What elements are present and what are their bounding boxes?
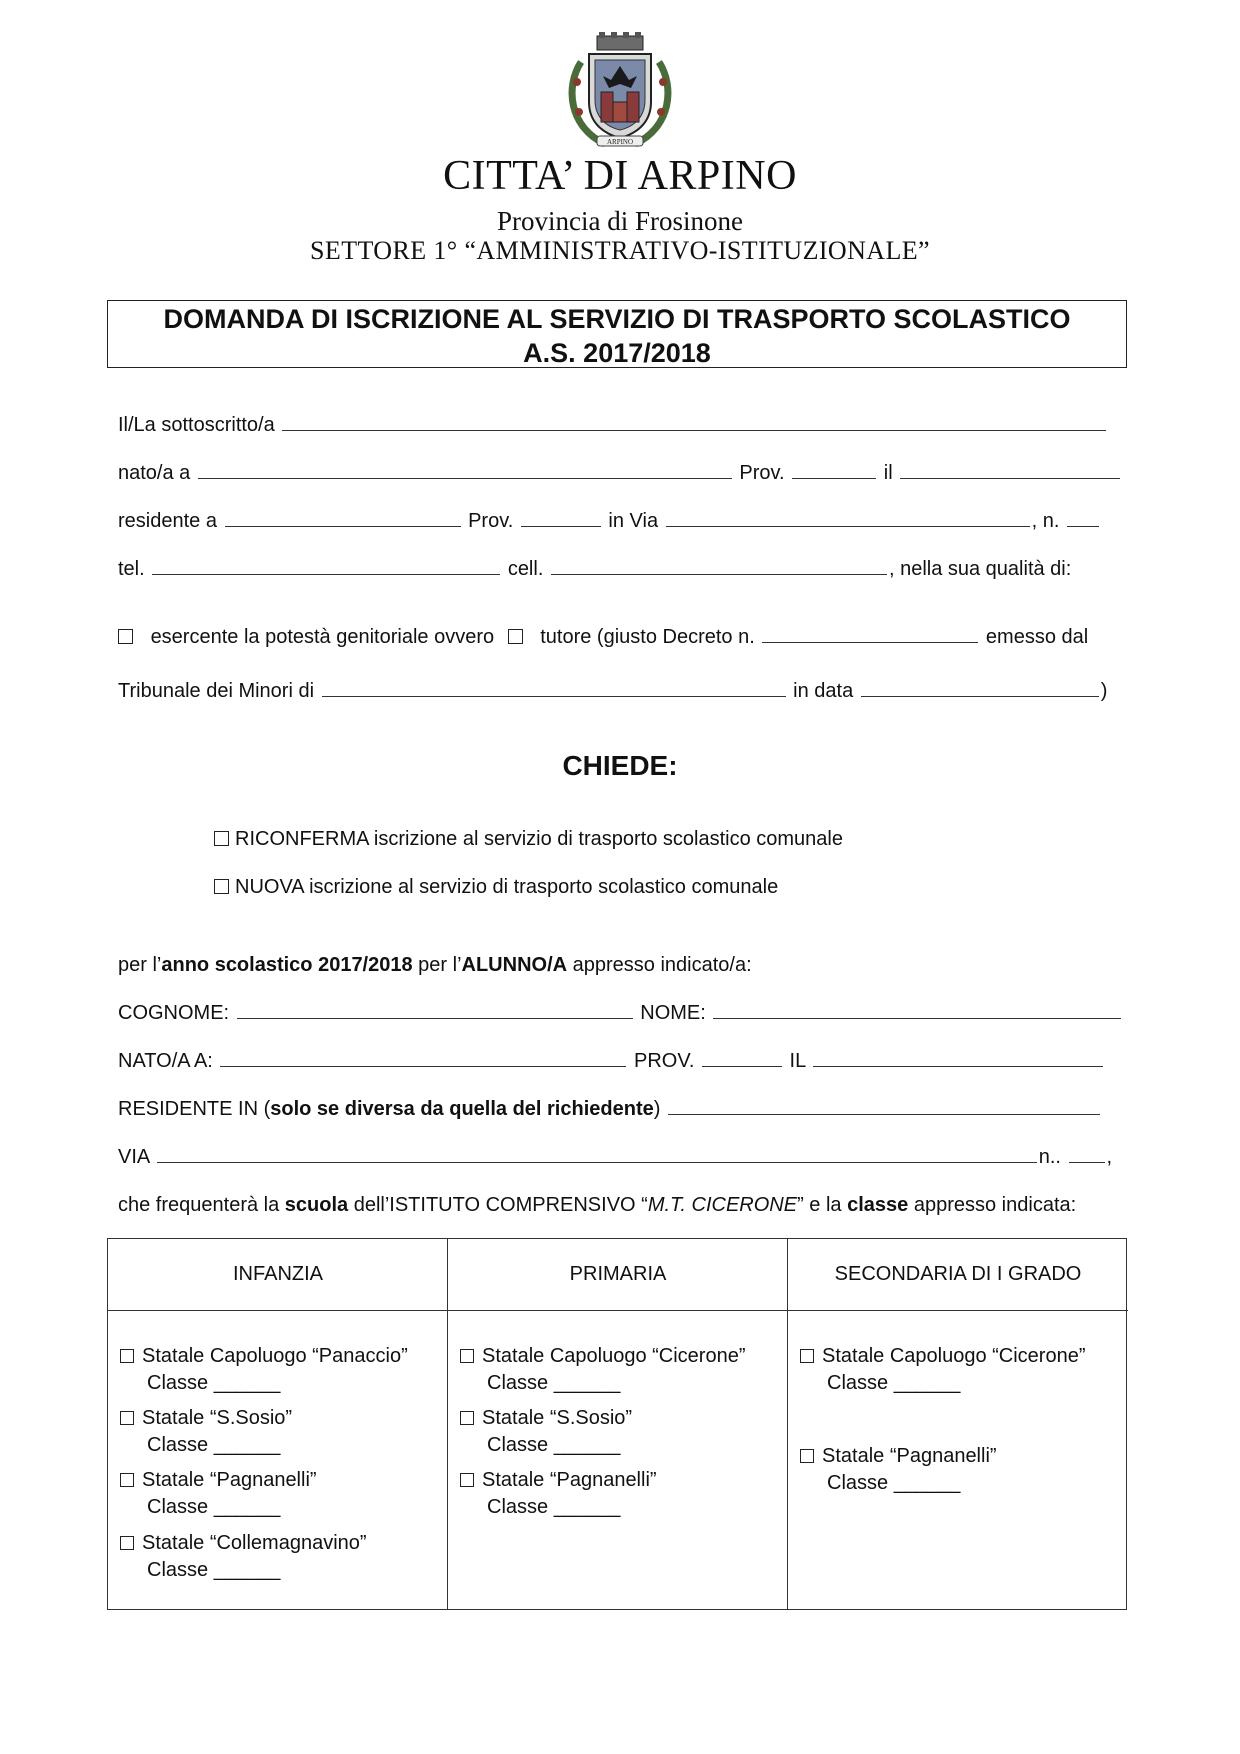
class-word: classe (847, 1194, 909, 1216)
school-option (460, 1343, 746, 1397)
label-prov-student: PROV. (633, 1050, 695, 1072)
label-tribunale: Tribunale dei Minori di (118, 680, 315, 702)
intro-text: per l’ (118, 954, 162, 976)
label-nuova: NUOVA (235, 876, 304, 898)
school-checkbox[interactable] (120, 1349, 134, 1363)
school-name: Statale “S.Sosio” (142, 1407, 293, 1429)
label-emesso: emesso dal (985, 626, 1089, 648)
class-field[interactable]: Classe ______ (827, 1472, 961, 1494)
school-option (120, 1343, 408, 1397)
school-name: Statale “Pagnanelli” (482, 1469, 657, 1491)
province-name: Provincia di Frosinone (497, 206, 743, 236)
phone-field[interactable] (152, 558, 500, 575)
school-year-title: A.S. 2017/2018 (523, 338, 711, 368)
school-name: Statale “Pagnanelli” (142, 1469, 317, 1491)
birthplace-field[interactable] (198, 462, 732, 479)
school-option (120, 1467, 317, 1521)
school-option (800, 1343, 1086, 1397)
school-checkbox[interactable] (460, 1349, 474, 1363)
chiede-heading: CHIEDE: (562, 750, 678, 781)
surname-field[interactable] (237, 1002, 633, 1019)
column-header-infanzia: INFANZIA (108, 1239, 448, 1311)
intro-alunno: ALUNNO/A (461, 954, 568, 976)
school-intro (118, 1194, 1128, 1217)
class-field[interactable]: Classe ______ (147, 1372, 281, 1394)
school-checkbox[interactable] (120, 1411, 134, 1425)
riconferma-option (214, 828, 1224, 851)
first-name-field[interactable] (713, 1002, 1121, 1019)
class-field[interactable]: Classe ______ (487, 1434, 621, 1456)
school-option (120, 1530, 367, 1584)
class-field[interactable]: Classe ______ (147, 1434, 281, 1456)
coat-of-arms-icon (559, 32, 681, 154)
school-checkbox[interactable] (800, 1349, 814, 1363)
applicant-name-row (118, 414, 1128, 437)
student-intro (118, 954, 1128, 977)
school-word: scuola (284, 1194, 349, 1216)
applicant-name-field[interactable] (282, 414, 1106, 431)
school-intro-text: appresso indicata: (908, 1194, 1077, 1216)
label-tel: tel. (118, 558, 145, 580)
genitore-checkbox[interactable] (118, 629, 133, 644)
label-qualita: , nella sua qualità di: (888, 558, 1072, 580)
label-nato: nato/a a (118, 462, 191, 484)
applicant-contact-row (118, 558, 1128, 581)
intro-school-year: anno scolastico 2017/2018 (161, 954, 413, 976)
school-name: Statale Capoluogo “Cicerone” (822, 1345, 1086, 1367)
label-genitore: esercente la potestà genitoriale ovvero (150, 626, 495, 648)
birth-date-field[interactable] (900, 462, 1120, 479)
form-title: DOMANDA DI ISCRIZIONE AL SERVIZIO DI TRASPORTO SCOLASTICO (163, 304, 1071, 334)
label-residente: residente a (118, 510, 217, 532)
label-nato-student: NATO/A A: (118, 1050, 213, 1072)
sector-name: SETTORE 1° “AMMINISTRATIVO-ISTITUZIONALE” (310, 236, 930, 265)
student-street-row (118, 1146, 1128, 1169)
nuova-checkbox[interactable] (214, 879, 229, 894)
label-number: , n. (1031, 510, 1060, 532)
street-number-field[interactable] (1067, 510, 1099, 527)
city-name: CITTA’ DI ARPINO (443, 153, 797, 199)
label-tutore: tutore (giusto Decreto n. (540, 626, 755, 648)
intro-text: appresso indicato/a: (567, 954, 752, 976)
tribunal-field[interactable] (322, 680, 786, 697)
student-birth-date-field[interactable] (813, 1050, 1103, 1067)
label-prov: Prov. (468, 510, 514, 532)
school-name: Statale Capoluogo “Cicerone” (482, 1345, 746, 1367)
student-residence-row (118, 1098, 1128, 1121)
residence-note: solo se diversa da quella del richiedente (270, 1098, 654, 1120)
label-nome: NOME: (640, 1002, 706, 1024)
student-street-number-field[interactable] (1069, 1146, 1105, 1163)
school-option (800, 1443, 997, 1497)
column-primaria (448, 1239, 788, 1609)
column-infanzia (108, 1239, 448, 1609)
school-intro-text: dell’ISTITUTO COMPRENSIVO “ (348, 1194, 648, 1216)
student-birth-row (118, 1050, 1128, 1073)
school-checkbox[interactable] (460, 1473, 474, 1487)
student-residence-field[interactable] (668, 1098, 1100, 1115)
applicant-birth-row (118, 462, 1128, 485)
school-table (107, 1238, 1127, 1610)
nuova-text: iscrizione al servizio di trasporto scolastico comunale (303, 876, 779, 898)
birth-province-field[interactable] (792, 462, 876, 479)
student-name-row (118, 1002, 1128, 1025)
tutore-checkbox[interactable] (508, 629, 523, 644)
school-name: Statale “Collemagnavino” (142, 1532, 367, 1554)
label-number-student: n.. (1038, 1146, 1061, 1168)
column-header-secondaria: SECONDARIA DI I GRADO (788, 1239, 1128, 1311)
form-title-box (107, 300, 1127, 368)
label-il-student: IL (789, 1050, 806, 1072)
institute-name: M.T. CICERONE (647, 1194, 798, 1216)
school-intro-text: ” e la (797, 1194, 848, 1216)
residence-province-field[interactable] (521, 510, 601, 527)
label-in-data: in data (793, 680, 854, 702)
label-il: il (883, 462, 893, 484)
class-field[interactable]: Classe ______ (487, 1496, 621, 1518)
class-field[interactable]: Classe ______ (147, 1559, 281, 1581)
intro-text: per l’ (412, 954, 462, 976)
student-street-field[interactable] (157, 1146, 1037, 1163)
decree-number-field[interactable] (762, 626, 978, 643)
column-header-primaria: PRIMARIA (448, 1239, 788, 1311)
riconferma-checkbox[interactable] (214, 831, 229, 846)
label-via: VIA (118, 1146, 150, 1168)
label-cognome: COGNOME: (118, 1002, 230, 1024)
decree-date-field[interactable] (861, 680, 1099, 697)
label-prov: Prov. (739, 462, 785, 484)
school-option (460, 1405, 632, 1459)
school-checkbox[interactable] (120, 1473, 134, 1487)
school-name: Statale “S.Sosio” (482, 1407, 633, 1429)
street-field[interactable] (666, 510, 1030, 527)
riconferma-text: iscrizione al servizio di trasporto scolastico comunale (368, 828, 843, 850)
student-province-field[interactable] (702, 1050, 782, 1067)
school-name: Statale “Pagnanelli” (822, 1445, 997, 1467)
class-field[interactable]: Classe ______ (147, 1496, 281, 1518)
applicant-role-row (118, 626, 1128, 649)
tribunal-row (118, 680, 1128, 703)
mobile-field[interactable] (551, 558, 887, 575)
school-name: Statale Capoluogo “Panaccio” (142, 1345, 408, 1367)
school-option (120, 1405, 292, 1459)
school-checkbox[interactable] (460, 1411, 474, 1425)
comma: , (1106, 1146, 1113, 1168)
label-sottoscritto: Il/La sottoscritto/a (118, 414, 275, 436)
closing-parenthesis: ) (653, 1098, 661, 1120)
label-cell: cell. (507, 558, 544, 580)
school-checkbox[interactable] (120, 1536, 134, 1550)
label-residente-student: RESIDENTE IN ( (118, 1098, 271, 1120)
applicant-residence-row (118, 510, 1128, 533)
school-intro-text: che frequenterà la (118, 1194, 285, 1216)
student-birthplace-field[interactable] (220, 1050, 626, 1067)
label-riconferma: RICONFERMA (235, 828, 369, 850)
class-field[interactable]: Classe ______ (487, 1372, 621, 1394)
residence-city-field[interactable] (225, 510, 461, 527)
class-field[interactable]: Classe ______ (827, 1372, 961, 1394)
closing-parenthesis: ) (1100, 680, 1108, 702)
school-checkbox[interactable] (800, 1449, 814, 1463)
label-in-via: in Via (608, 510, 659, 532)
svg-text:ARPINO: ARPINO (606, 138, 634, 146)
column-secondaria (788, 1239, 1128, 1609)
school-option (460, 1467, 657, 1521)
nuova-option (214, 876, 1224, 899)
